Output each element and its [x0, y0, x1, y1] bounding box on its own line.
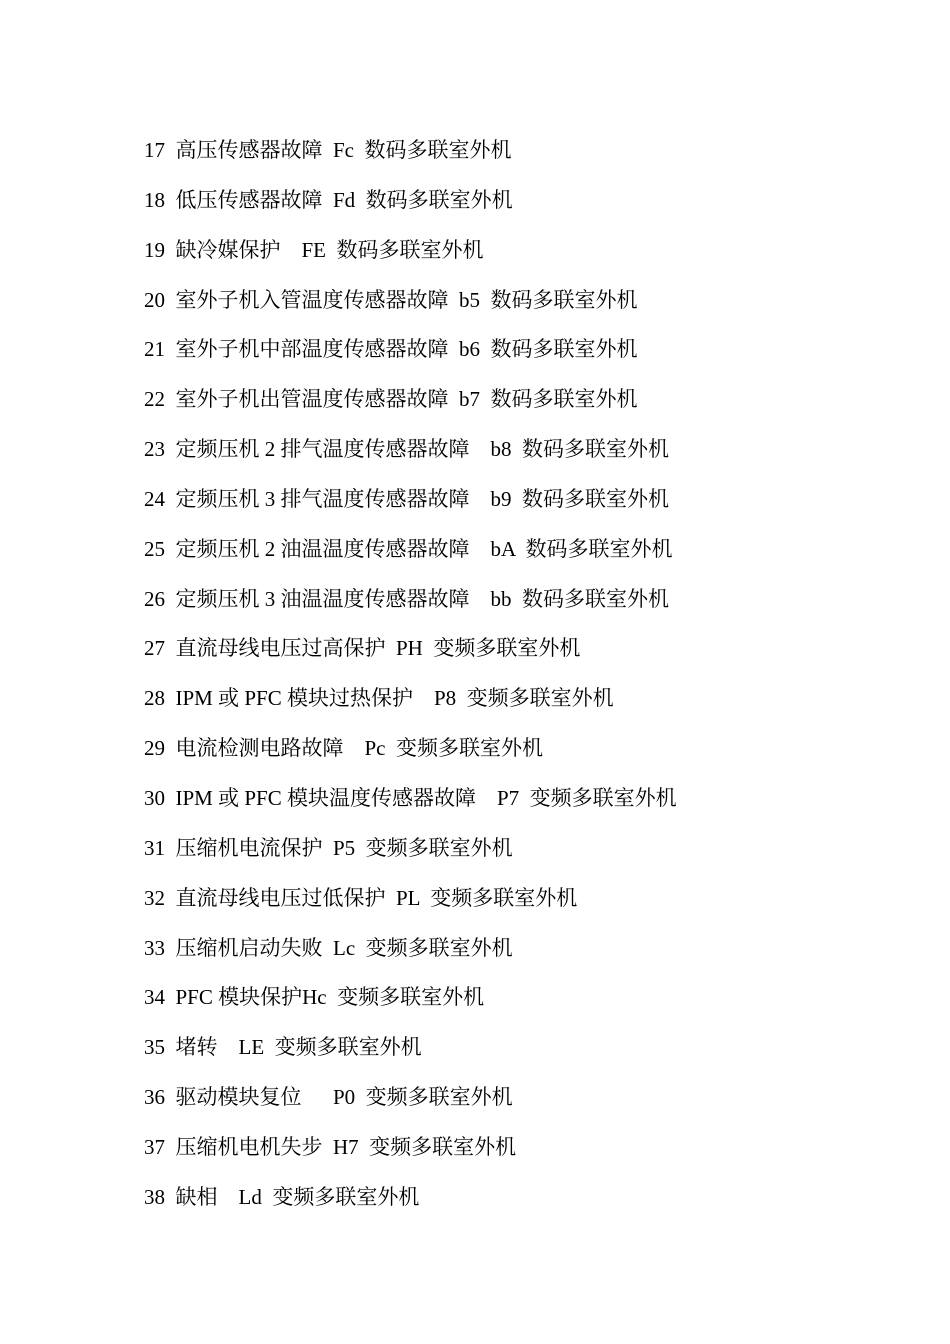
list-line: 36 驱动模块复位 P0 变频多联室外机 [144, 1085, 513, 1110]
list-line: 28 IPM 或 PFC 模块过热保护 P8 变频多联室外机 [144, 686, 614, 711]
list-line: 21 室外子机中部温度传感器故障 b6 数码多联室外机 [144, 337, 638, 362]
list-line: 17 高压传感器故障 Fc 数码多联室外机 [144, 138, 512, 162]
list-line: 32 直流母线电压过低保护 PL 变频多联室外机 [144, 885, 578, 910]
list-line: 34 PFC 模块保护Hc 变频多联室外机 [144, 985, 485, 1010]
list-line: 35 堵转 LE 变频多联室外机 [144, 1035, 422, 1060]
list-line: 37 压缩机电机失步 H7 变频多联室外机 [144, 1134, 517, 1159]
list-line: 26 定频压机 3 油温温度传感器故障 bb 数码多联室外机 [144, 586, 669, 611]
list-line: 38 缺相 Ld 变频多联室外机 [144, 1184, 420, 1209]
list-line: 25 定频压机 2 油温温度传感器故障 bA 数码多联室外机 [144, 536, 673, 561]
fault-code-list [144, 131, 904, 1228]
list-line: 23 定频压机 2 排气温度传感器故障 b8 数码多联室外机 [144, 437, 669, 462]
list-line: 27 直流母线电压过高保护 PH 变频多联室外机 [144, 636, 581, 661]
list-line: 18 低压传感器故障 Fd 数码多联室外机 [144, 187, 513, 212]
list-line: 29 电流检测电路故障 Pc 变频多联室外机 [144, 736, 543, 761]
list-line: 19 缺冷媒保护 FE 数码多联室外机 [144, 237, 484, 262]
list-line: 31 压缩机电流保护 P5 变频多联室外机 [144, 835, 513, 860]
list-line: 20 室外子机入管温度传感器故障 b5 数码多联室外机 [144, 287, 638, 312]
list-line: 24 定频压机 3 排气温度传感器故障 b9 数码多联室外机 [144, 486, 669, 511]
list-line: 22 室外子机出管温度传感器故障 b7 数码多联室外机 [144, 387, 638, 412]
list-line: 30 IPM 或 PFC 模块温度传感器故障 P7 变频多联室外机 [144, 785, 677, 810]
list-line: 33 压缩机启动失败 Lc 变频多联室外机 [144, 935, 513, 960]
